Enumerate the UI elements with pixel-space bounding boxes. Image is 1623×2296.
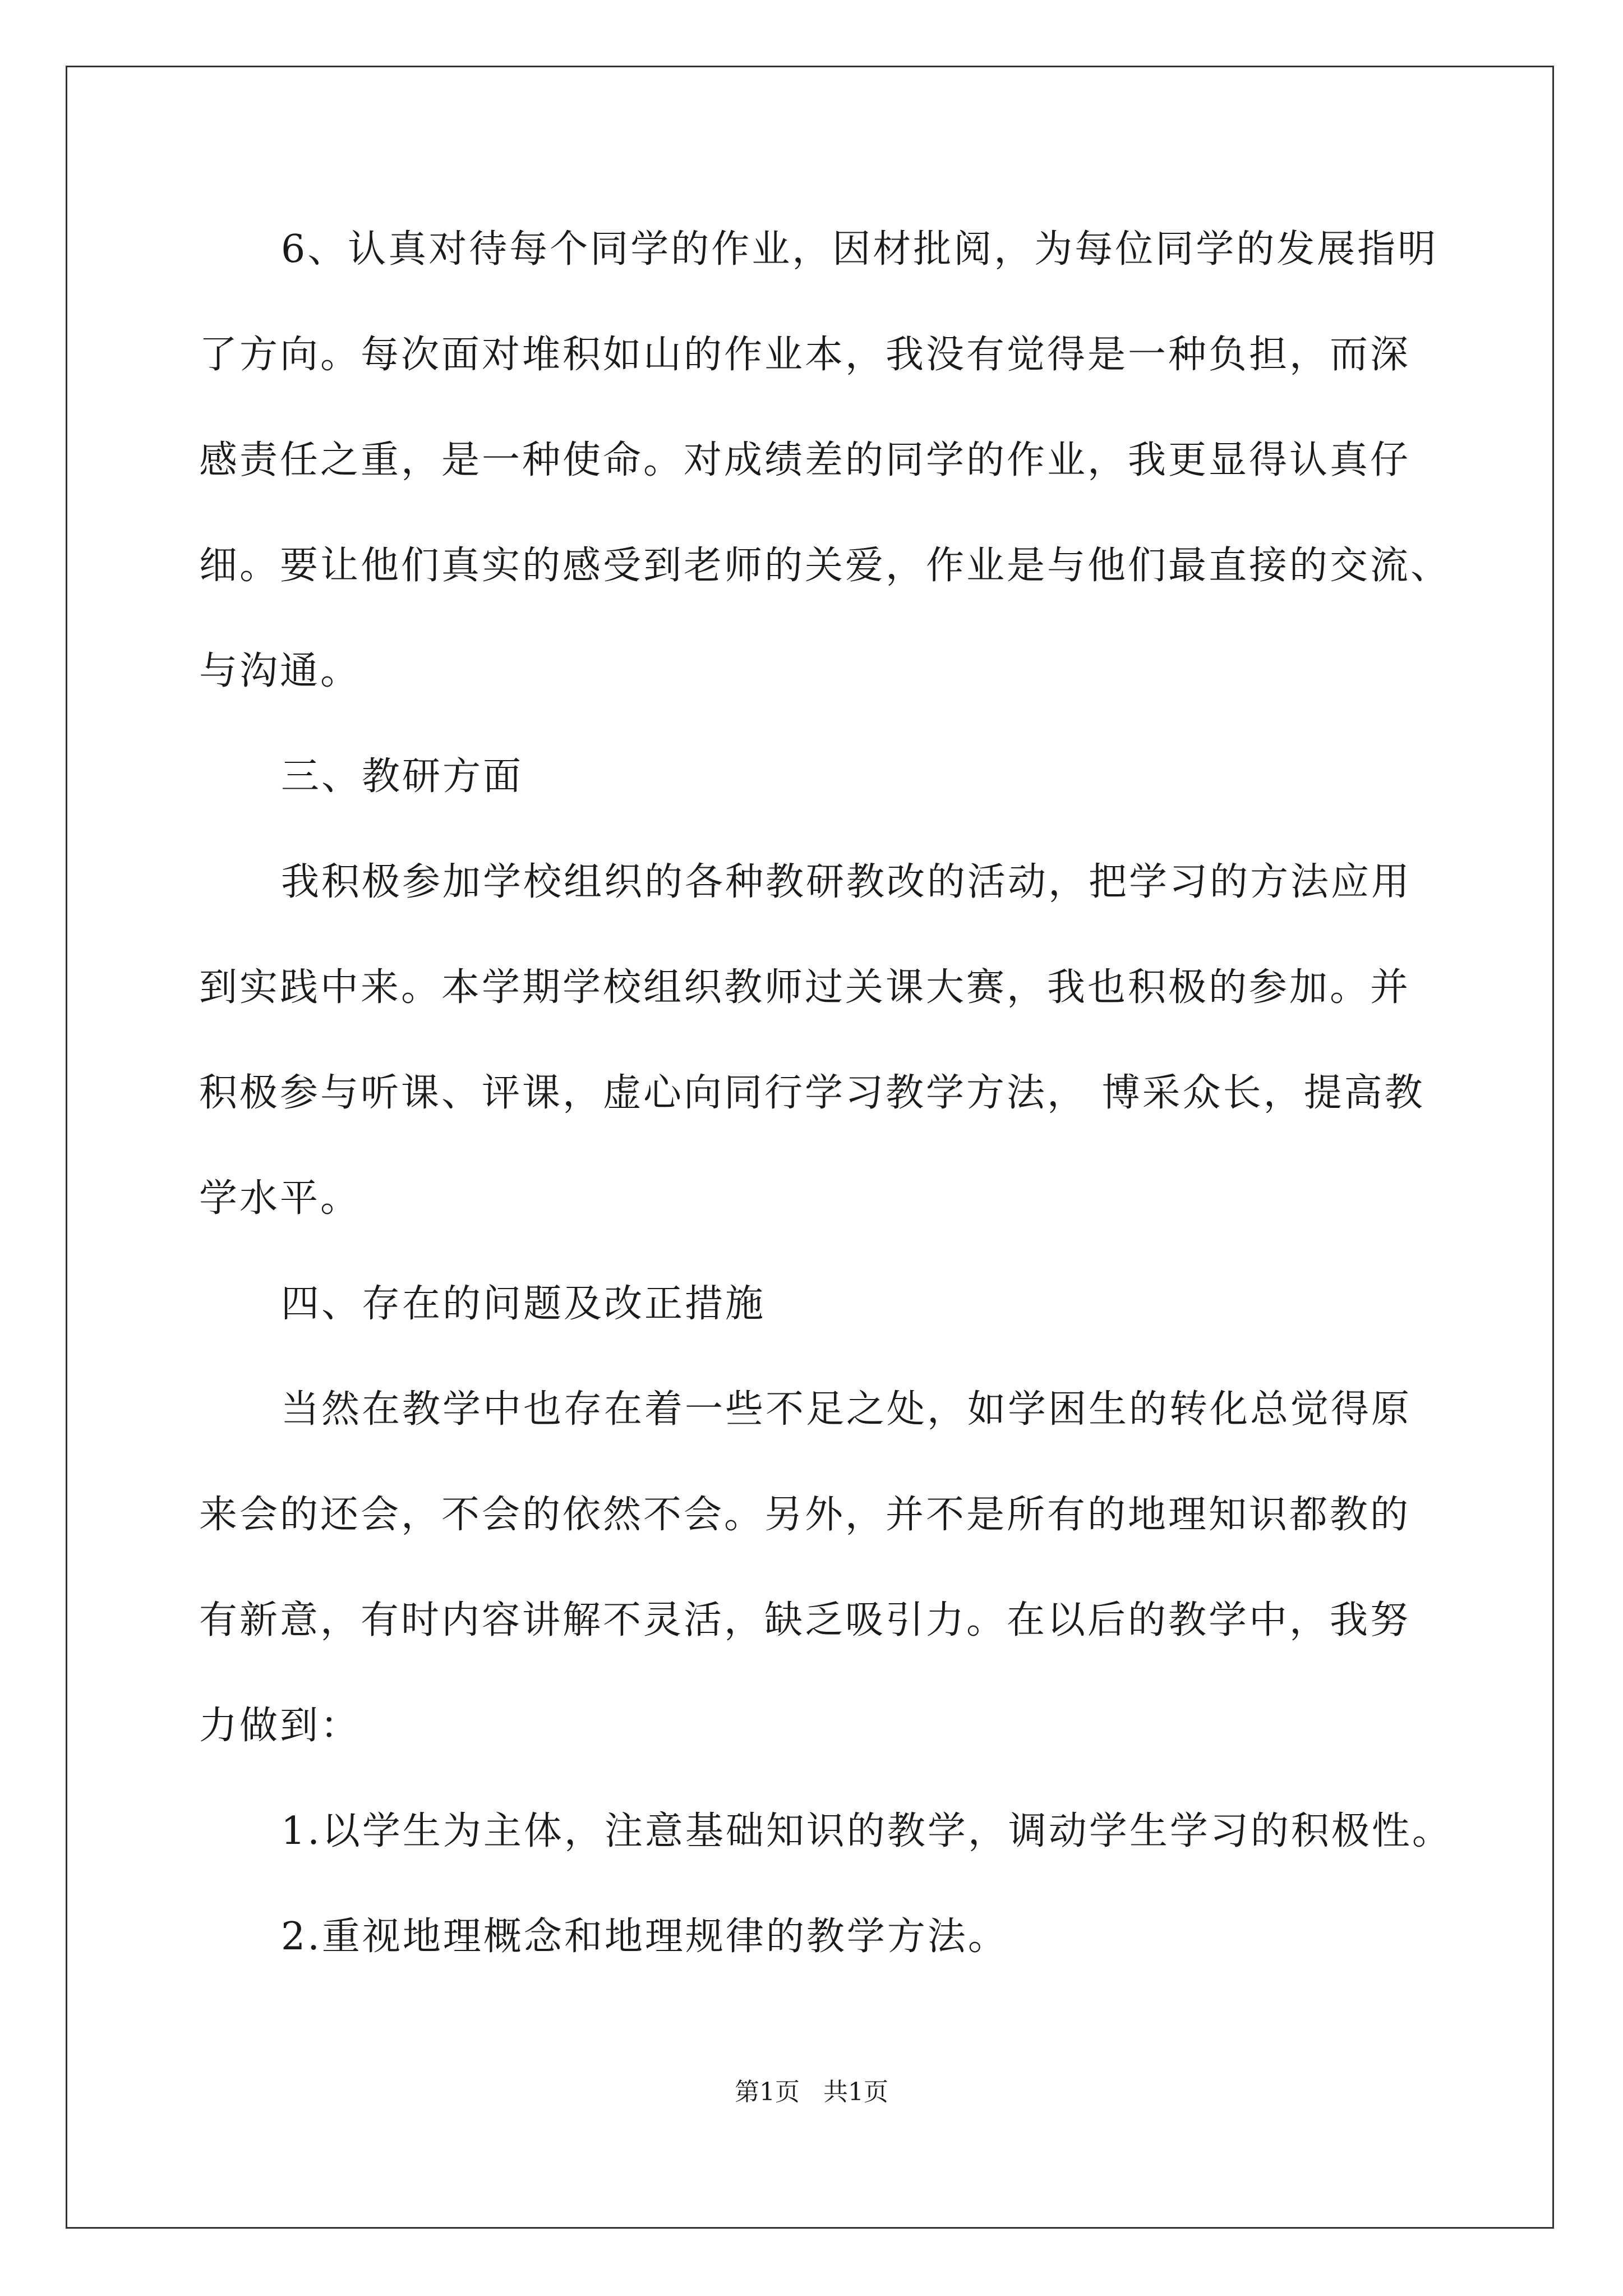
paragraph-line: 与沟通。 bbox=[199, 649, 361, 693]
paragraph-line: 来会的还会，不会的依然不会。另外，并不是所有的地理知识都教的 bbox=[199, 1493, 1411, 1537]
section-heading: 三、教研方面 bbox=[281, 754, 524, 799]
list-item: 2.重视地理概念和地理规律的教学方法。 bbox=[281, 1915, 1008, 1959]
paragraph-line: 当然在教学中也存在着一些不足之处，如学困生的转化总觉得原 bbox=[281, 1387, 1412, 1432]
document-body bbox=[199, 213, 1453, 2006]
paragraph-line: 6、认真对待每个同学的作业，因材批阅，为每位同学的发展指明 bbox=[281, 227, 1438, 272]
paragraph-line: 了方向。每次面对堆积如山的作业本，我没有觉得是一种负担，而深 bbox=[199, 333, 1411, 377]
paragraph-line: 有新意，有时内容讲解不灵活，缺乏吸引力。在以后的教学中，我努 bbox=[199, 1598, 1411, 1642]
paragraph-line: 学水平。 bbox=[199, 1176, 361, 1221]
paragraph-line: 细。要让他们真实的感受到老师的关爱，作业是与他们最直接的交流、 bbox=[199, 544, 1451, 588]
list-item: 1.以学生为主体，注意基础知识的教学，调动学生学习的积极性。 bbox=[281, 1809, 1453, 1853]
page-number-footer: 第1页 共1页 bbox=[735, 2078, 888, 2106]
paragraph-line: 力做到： bbox=[199, 1704, 361, 1748]
paragraph-line: 积极参与听课、评课，虚心向同行学习教学方法， 博采众长，提高教 bbox=[199, 1071, 1425, 1115]
paragraph-line: 感责任之重，是一种使命。对成绩差的同学的作业，我更显得认真仔 bbox=[199, 438, 1411, 482]
section-heading: 四、存在的问题及改正措施 bbox=[281, 1282, 766, 1326]
paragraph-line: 到实践中来。本学期学校组织教师过关课大赛，我也积极的参加。并 bbox=[199, 965, 1411, 1010]
paragraph-line: 我积极参加学校组织的各种教研教改的活动，把学习的方法应用 bbox=[281, 860, 1412, 904]
